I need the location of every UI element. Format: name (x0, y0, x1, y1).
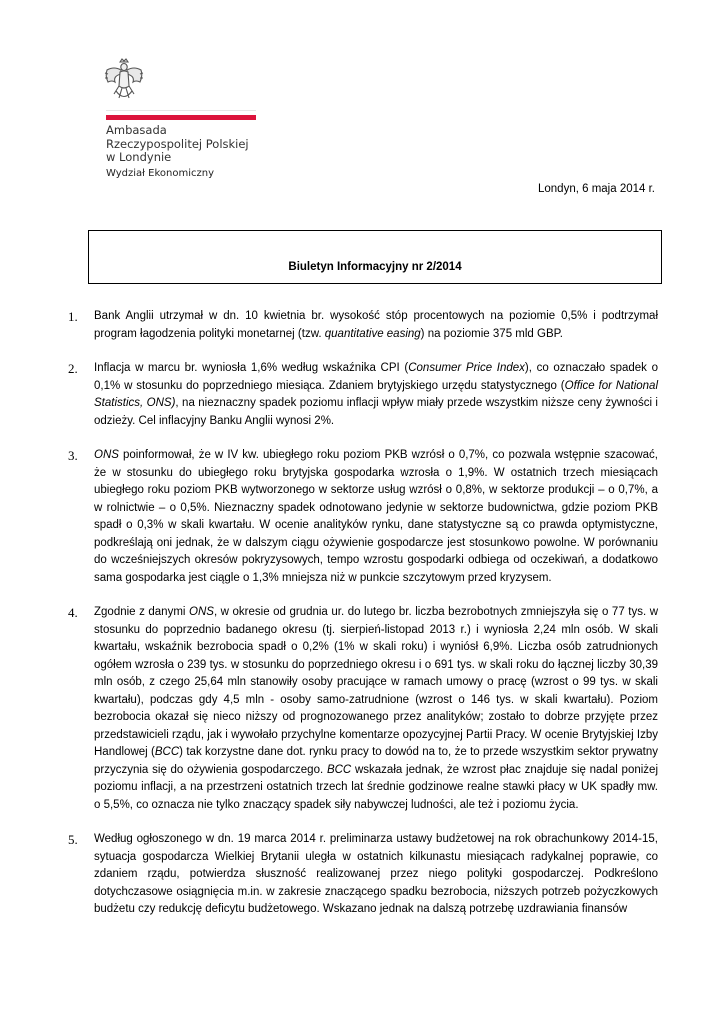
item-number: 3. (68, 448, 78, 463)
org-line-2: Rzeczypospolitej Polskiej (106, 136, 249, 151)
italic-term: Consumer Price Index (408, 362, 525, 374)
document-date: Londyn, 6 maja 2014 r. (538, 183, 655, 195)
item-text (94, 308, 658, 343)
title-box (88, 230, 662, 284)
text-run: Bank Anglii utrzymał w dn. 10 kwietnia br. wysokość stóp procentowych na poziomie 0,5% i podtrzymał program łagodzenia polityki monetarnej (tzw. (94, 310, 658, 340)
department-name: Wydział Ekonomiczny (106, 167, 215, 179)
org-line-3: w Londynie (106, 150, 172, 164)
text-run: ) na poziomie 375 mld GBP. (420, 327, 564, 340)
italic-term: BCC (326, 763, 352, 776)
italic-term: BCC (154, 746, 180, 758)
item-number: 2. (68, 361, 78, 376)
list-item (68, 447, 658, 587)
italic-term: ONS (189, 606, 214, 618)
item-number: 5. (68, 832, 78, 847)
item-text (94, 604, 658, 814)
text-run: ), co oznaczało spadek o 0,1% w stosunku do poprzedniego miesiąca. Zdaniem brytyjskiego urzędu statystycznego ( (94, 362, 658, 392)
text-run: wskazała jednak, że wzrost płac znajduje się nadal poniżej poziomu inflacji, a na przestrzeni ostatnich trzech lat średnie godzinowe realne stawki płacy w UK spadły mw. o 5,5%, co oznacza nie tylko znaczący spadek siły nabywczej ludności, ale też i poziomu życia. (94, 763, 658, 811)
item-text (94, 447, 658, 587)
text-run: Zgodnie z danymi (94, 606, 190, 618)
italic-term: Office for National Statistics, ONS) (94, 379, 658, 409)
text-run: Według ogłoszonego w dn. 19 marca 2014 r. preliminarza ustawy budżetowej na rok obrachunkowy 2014-15, sytuacja gospodarcza Wielkiej Brytanii uległa w ostatnich kilkunastu miesiącach radykalnej poprawie, co zdaniem rządu, potwierdza słuszność realizowanej przez niego polityki gospodarczej. Podkreślono dotychczasowe osiągnięcia m.in. w zakresie znaczącego spadku bezrobocia, niższych potrzeb pożyczkowych budżetu czy redukcję deficytu budżetowego. Wskazano jednak na dalszą potrzebę uzdrawiania finansów (94, 833, 658, 915)
italic-term: ONS (94, 449, 119, 461)
italic-term: quantitative easing (324, 327, 421, 340)
polish-flag-stripe (106, 110, 256, 120)
polish-eagle-icon (104, 58, 144, 102)
text-run: ) tak korzystne dane dot. rynku pracy to dowód na to, że to przede wszystkim sektor prywatny przyczynia się do ożywienia gospodarczego. (94, 746, 658, 776)
list-item (68, 308, 658, 343)
embassy-header (106, 124, 249, 180)
bulletin-items (68, 308, 658, 936)
flag-red-band (106, 115, 256, 120)
item-number: 4. (68, 605, 78, 620)
list-item (68, 604, 658, 814)
text-run: , w okresie od grudnia ur. do lutego br. liczba bezrobotnych zmniejszyła się o 77 tys. w stosunku do poprzednio badanego okresu (tj. sierpień-listopad 2013 r.) i wyniosła 2,24 mln osób. W skali kwartału, wskaźnik bezrobocia spadł o 0,2% (1% w skali roku) i wyniósł 6,9%. Liczba osób zatrudnionych ogółem wzrosła o 239 tys. w stosunku do poprzedniego okresu i o 691 tys. w skali roku do łącznej liczby 30,39 mln osób, z czego 25,64 mln stanowiły osoby pracujące w ramach umowy o pracę (wzrost o 99 tys. w skali kwartału), podczas gdy 4,5 mln - osoby samo-zatrudnione (wzrost o 146 tys. w skali kwartału). Poziom bezrobocia okazał się nieco niższy od prognozowanego przez analityków; zostało to dobrze przyjęte przez przedstawicieli rządu, jak i wywołało przychylne komentarze opozycyjnej Partii Pracy. W ocenie Brytyjskiej Izby Handlowej ( (94, 606, 658, 758)
text-run: , na nieznaczny spadek poziomu inflacji wpływ miały przede wszystkim niższe ceny żywności i odzieży. Cel inflacyjny Banku Anglii wynosi 2%. (94, 397, 658, 427)
bulletin-title: Biuletyn Informacyjny nr 2/2014 (288, 261, 462, 273)
list-item (68, 360, 658, 430)
item-text (94, 831, 658, 919)
text-run: poinformował, że w IV kw. ubiegłego roku poziom PKB wzrósł o 0,7%, co pozwala wstępnie szacować, że w stosunku do ubiegłego roku brytyjska gospodarka wzrosła o 1,9%. W ostatnich trzech miesiącach ubiegłego roku poziom PKB wytworzonego w sektorze usług wzrósł o 0,8%, w sektorze produkcji – o 0,7%, a w rolnictwie – o 0,5%. Nieznaczny spadek odnotowano jedynie w sektorze budownictwa, gdzie poziom PKB spadł o 0,3% w skali kwartału. W ocenie analityków rynku, dane statystyczne są co prawda optymistyczne, podkreślają oni jednak, że w dalszym ciągu ożywienie gospodarcze jest stosunkowo powolne. W porównaniu do wcześniejszych okresów pokryzysowych, tempo wzrostu gospodarki odbiega od oczekiwań, a dodatkowo sama gospodarka jest ciągle o 1,3% mniejsza niż w punkcie szczytowym przed kryzysem. (94, 449, 658, 584)
item-text (94, 360, 658, 430)
org-line-1: Ambasada (106, 123, 167, 137)
text-run: Inflacja w marcu br. wyniosła 1,6% według wskaźnika CPI ( (94, 362, 409, 374)
item-number: 1. (68, 309, 78, 324)
list-item (68, 831, 658, 919)
